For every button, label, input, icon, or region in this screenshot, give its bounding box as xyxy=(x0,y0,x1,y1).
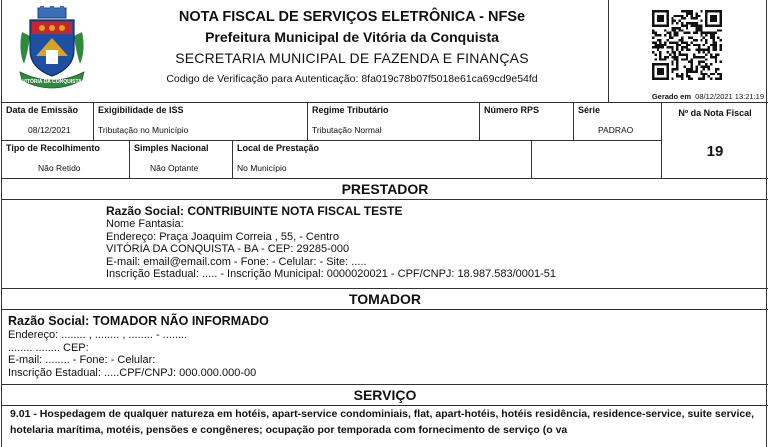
data-emissao-label: Data de Emissão xyxy=(6,105,79,115)
exigibilidade-value: Tributação no Município xyxy=(98,125,189,135)
rps-label: Número RPS xyxy=(484,105,540,115)
tomador-cep: ........ ........ CEP: xyxy=(8,341,89,354)
prestador-block xyxy=(106,204,556,281)
simples-cell xyxy=(130,141,233,178)
rps-cell xyxy=(480,103,574,141)
tomador-heading: TOMADOR xyxy=(2,288,768,310)
header-titles xyxy=(102,8,602,89)
tomador-razao-social: Razão Social: TOMADOR NÃO INFORMADO xyxy=(8,314,269,328)
verification-code-value: 8fa019c78b07f5018e61ca69cd9e54fd xyxy=(361,73,538,85)
regime-value: Tributação Normal xyxy=(312,125,382,135)
verification-code-label: Codigo de Verificação para Autenticação: xyxy=(166,73,359,85)
local-prestacao-value: No Município xyxy=(237,163,287,173)
tomador-endereco: Endereço: ........ , ........ , ........ - ........ xyxy=(8,329,188,341)
regime-cell xyxy=(308,103,480,141)
qr-modules xyxy=(652,10,722,80)
nfse-document xyxy=(1,0,767,447)
info-row-1 xyxy=(2,103,662,141)
prestador-contato: E-mail: email@email.com - Fone: - Celular: - Site: ..... xyxy=(106,255,367,268)
tomador-inscricao: Inscrição Estadual: .....CPF/CNPJ: 000.000.000-00 xyxy=(8,366,257,379)
prestador-nome-fantasia: Nome Fantasia: xyxy=(106,218,184,230)
generated-at xyxy=(609,92,764,101)
verification-code-line xyxy=(102,69,602,89)
empty-cell xyxy=(532,141,662,178)
prestador-cidade: VITÓRIA DA CONQUISTA - BA - CEP: 29285-000 xyxy=(106,243,350,256)
serie-label: Série xyxy=(578,105,601,115)
exigibilidade-label: Exigibilidade de ISS xyxy=(98,105,184,115)
tomador-block xyxy=(8,313,269,379)
simples-value: Não Optante xyxy=(150,163,199,173)
local-prestacao-label: Local de Prestação xyxy=(237,143,320,153)
simples-label: Simples Nacional xyxy=(134,143,209,153)
recolhimento-label: Tipo de Recolhimento xyxy=(6,143,100,153)
data-emissao-value: 08/12/2021 xyxy=(28,125,71,135)
prefeitura-name: Prefeitura Municipal de Vitória da Conquista xyxy=(205,29,499,45)
nota-number-cell xyxy=(662,103,768,178)
qr-code-icon xyxy=(652,3,722,87)
prestador-heading: PRESTADOR xyxy=(2,178,768,200)
qr-area xyxy=(608,0,768,103)
prestador-razao-social: Razão Social: CONTRIBUINTE NOTA FISCAL TESTE xyxy=(106,204,403,218)
generated-at-label: Gerado em xyxy=(651,92,691,101)
document-title: NOTA FISCAL DE SERVIÇOS ELETRÔNICA - NFSe xyxy=(178,9,526,25)
prestador-inscricao: Inscrição Estadual: ..... - Inscrição Municipal: 0000020021 - CPF/CNPJ: 18.987.583/0001-51 xyxy=(106,268,557,281)
recolhimento-value: Não Retido xyxy=(38,163,81,173)
recolhimento-cell xyxy=(2,141,130,178)
info-row-2 xyxy=(2,141,662,178)
servico-descricao: 9.01 - Hospedagem de qualquer natureza em hotéis, apart-service condominiais, flat, apart-hotéis, hotéis residência, residence-service, suite service, hotelaria marítima, motéis, pensões e congêneres; ocupação por temporada com fornecimento de serviço (o va xyxy=(10,408,755,436)
local-prestacao-cell xyxy=(233,141,532,178)
data-emissao-cell xyxy=(2,103,94,141)
secretaria-name: SECRETARIA MUNICIPAL DE FAZENDA E FINANÇAS xyxy=(175,50,529,66)
nota-number-value: 19 xyxy=(706,143,724,160)
exigibilidade-cell xyxy=(94,103,308,141)
coat-of-arms-logo xyxy=(16,6,88,94)
logo-ribbon-text: VITÓRIA DA CONQUISTA xyxy=(22,79,82,85)
generated-at-value: 08/12/2021 13:21:19 xyxy=(695,92,764,101)
servico-heading: SERVIÇO xyxy=(2,384,768,406)
serie-cell xyxy=(574,103,662,141)
nota-number-label: Nº da Nota Fiscal xyxy=(678,108,752,118)
document-header xyxy=(2,0,768,103)
serie-value: PADRAO xyxy=(598,125,634,135)
prestador-endereco: Endereço: Praça Joaquim Correia , 55, - Centro xyxy=(106,230,339,243)
tomador-contato: E-mail: ........ - Fone: - Celular: xyxy=(8,354,156,367)
regime-label: Regime Tributário xyxy=(312,105,389,115)
